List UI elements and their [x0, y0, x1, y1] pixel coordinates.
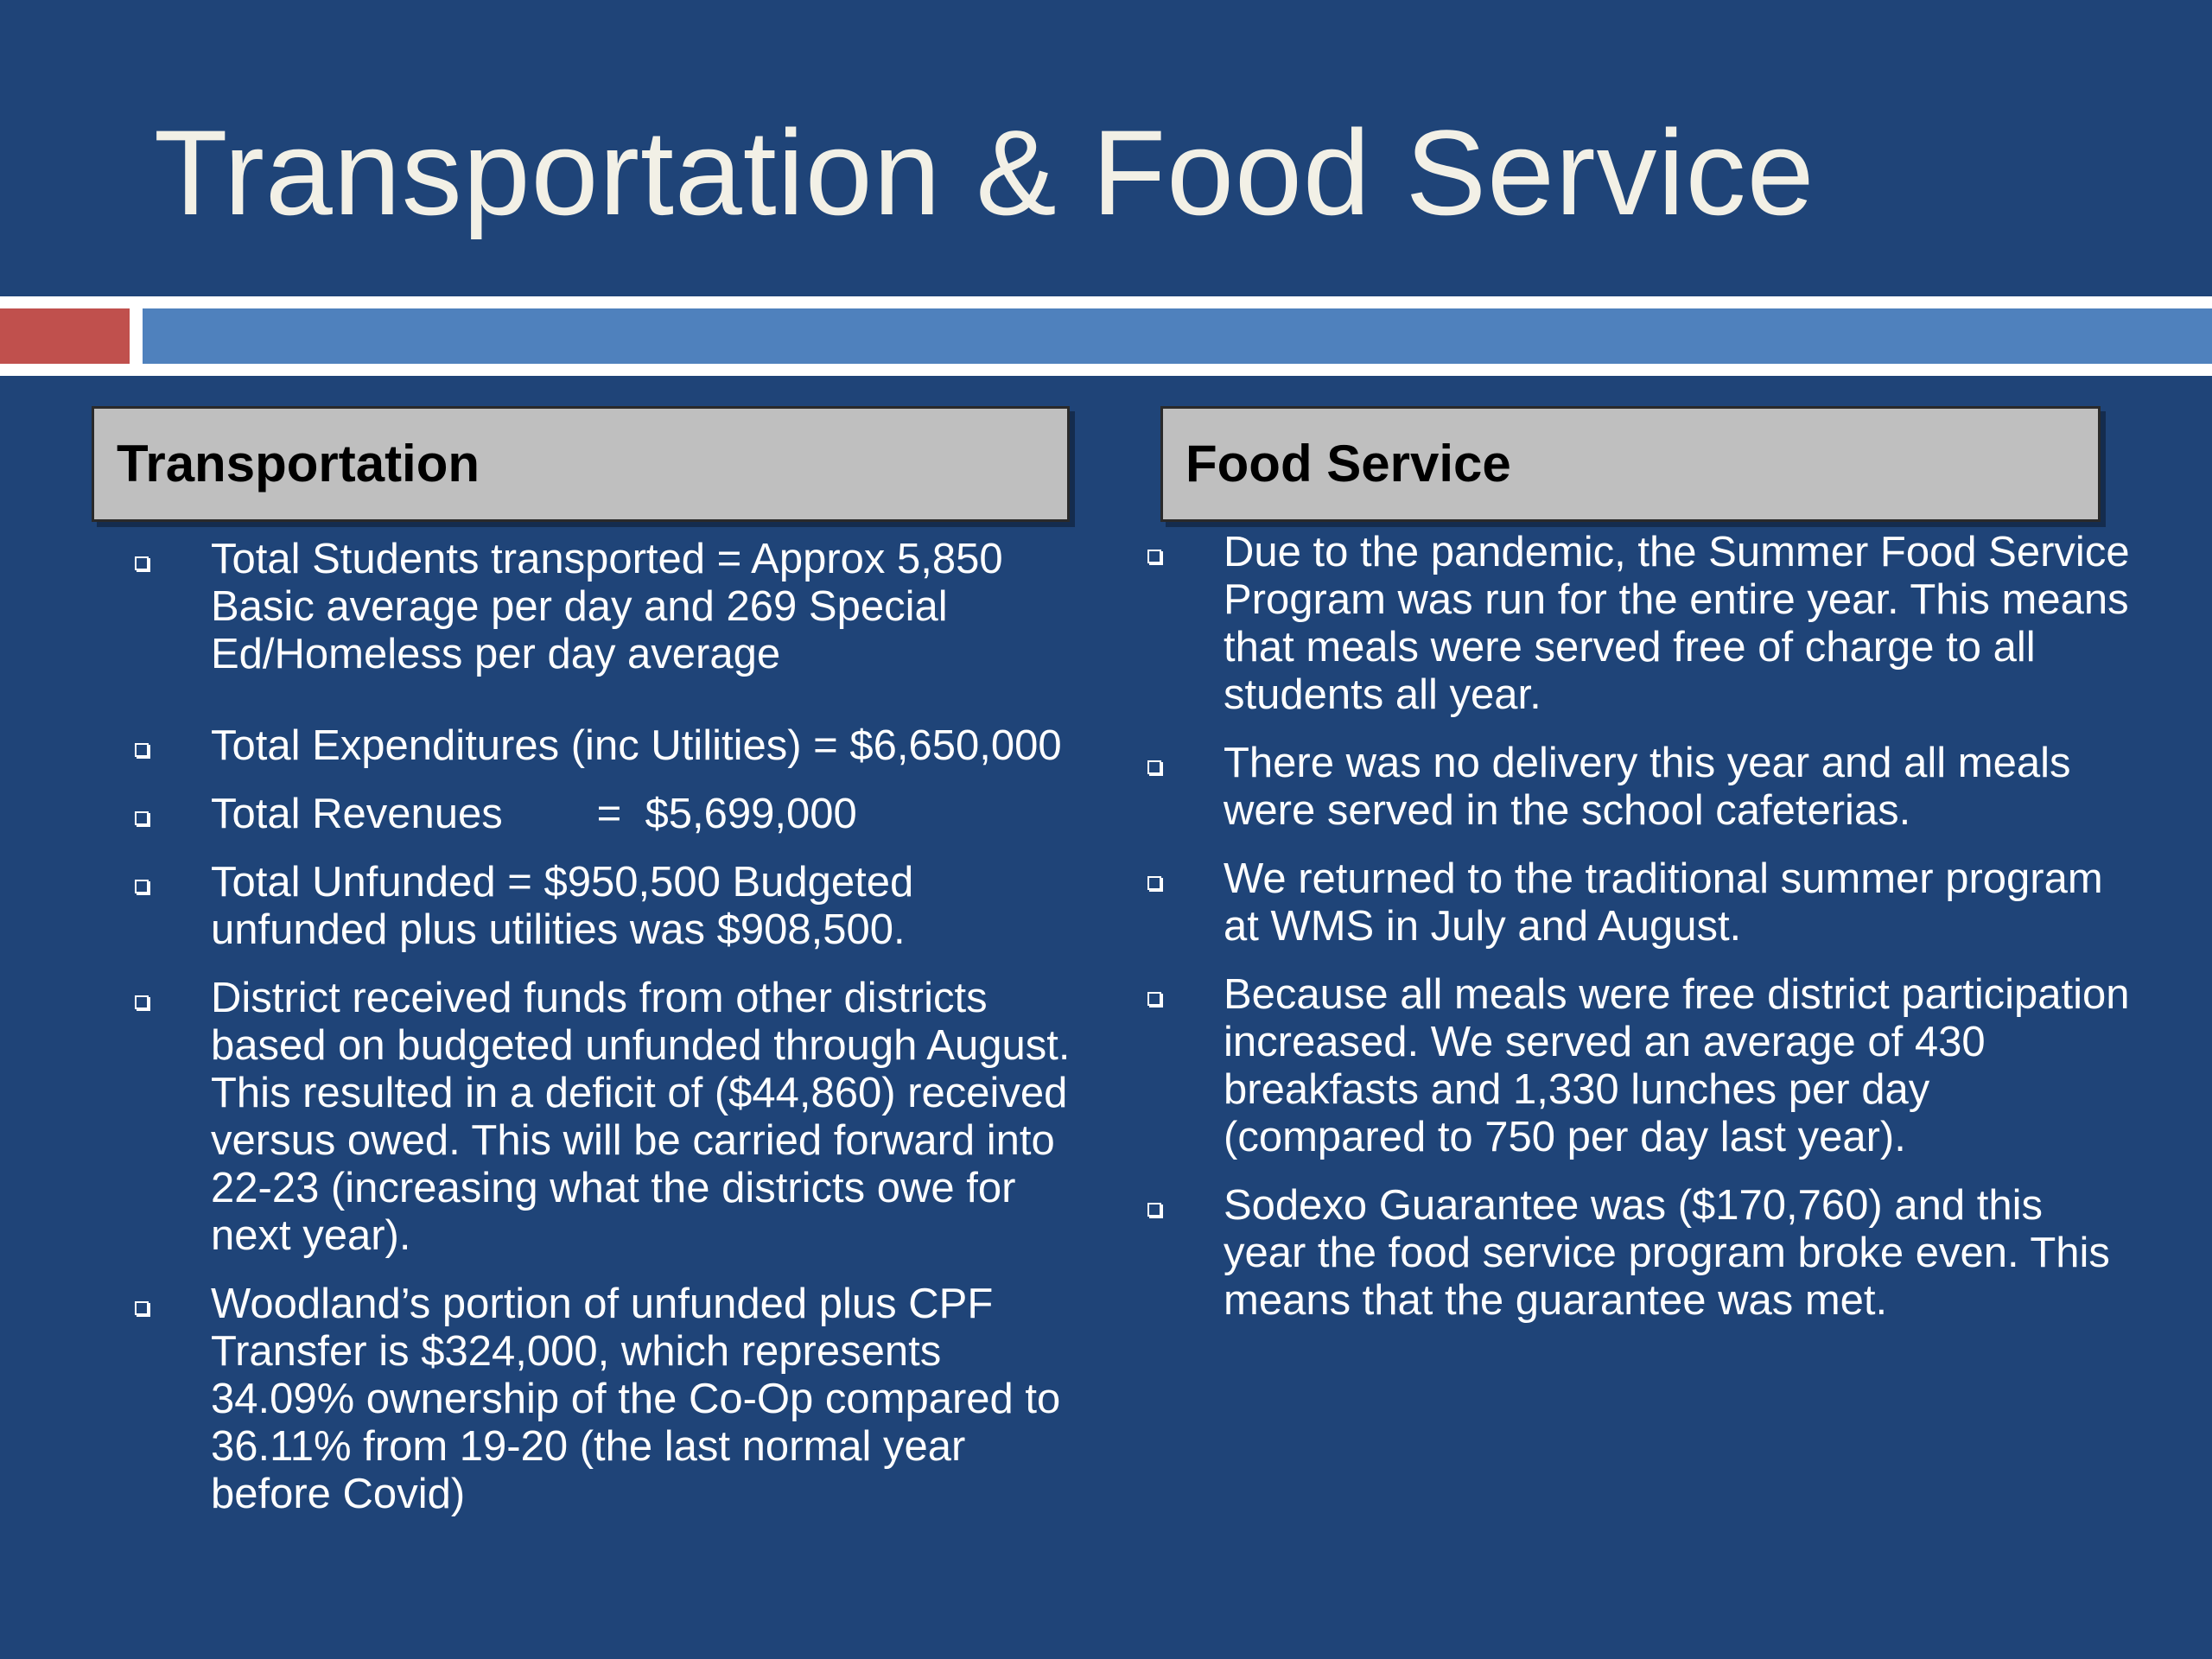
- transportation-header: Transportation: [92, 406, 1070, 522]
- list-item: [1142, 855, 2136, 950]
- list-item: [130, 722, 1080, 770]
- list-item: [1142, 740, 2136, 835]
- food-service-header: Food Service: [1160, 406, 2101, 522]
- list-item-text: Woodland’s portion of unfunded plus CPF Transfer is $324,000, which represents 34.09% ownership of the Co-Op compared to 36.11% from 19-20 (the last normal year before Covid): [211, 1281, 1061, 1517]
- square-bullet-icon: [135, 880, 149, 893]
- square-bullet-icon: [135, 1301, 149, 1315]
- square-bullet-icon: [135, 556, 149, 570]
- list-item: [130, 859, 1080, 954]
- list-item: [130, 975, 1080, 1260]
- square-bullet-icon: [1147, 1203, 1161, 1217]
- divider-red-accent: [0, 308, 130, 364]
- square-bullet-icon: [135, 811, 149, 825]
- square-bullet-icon: [135, 995, 149, 1009]
- square-bullet-icon: [1147, 760, 1161, 774]
- square-bullet-icon: [1147, 992, 1161, 1006]
- slide-title: Transportation & Food Service: [154, 105, 1815, 240]
- list-item: [130, 1281, 1080, 1518]
- list-item-text: Total Students transported = Approx 5,850 Basic average per day and 269 Special Ed/Homeless per day average: [211, 536, 1003, 677]
- list-item: [1142, 1182, 2136, 1325]
- transportation-list: [130, 536, 1080, 1518]
- list-item-text: Total Unfunded = $950,500 Budgeted unfunded plus utilities was $908,500.: [211, 859, 914, 953]
- list-item-text: Due to the pandemic, the Summer Food Service Program was run for the entire year. This means that meals were served free of charge to all students all year.: [1224, 529, 2130, 718]
- list-item: [1142, 971, 2136, 1161]
- list-item-text: We returned to the traditional summer program at WMS in July and August.: [1224, 855, 2103, 950]
- list-item: [130, 536, 1080, 678]
- list-item-text: Sodexo Guarantee was ($170,760) and this year the food service program broke even. This means that the guarantee was met.: [1224, 1182, 2110, 1324]
- square-bullet-icon: [135, 743, 149, 757]
- square-bullet-icon: [1147, 550, 1161, 563]
- list-item-text: Total Revenues = $5,699,000: [211, 791, 857, 837]
- list-item: [130, 791, 1080, 838]
- list-item: [1142, 529, 2136, 719]
- list-item-text: Total Expenditures (inc Utilities) = $6,650,000: [211, 722, 1062, 769]
- food-service-list: [1142, 529, 2136, 1325]
- divider-blue-bar: [143, 308, 2212, 364]
- square-bullet-icon: [1147, 876, 1161, 890]
- list-item-text: Because all meals were free district participation increased. We served an average of 430 breakfasts and 1,330 lunches per day (compared to 750 per day last year).: [1224, 971, 2130, 1160]
- list-item-text: District received funds from other districts based on budgeted unfunded through August. This resulted in a deficit of ($44,860) received versus owed. This will be carried forward into 22-23 (increasing what the districts owe for next year).: [211, 975, 1071, 1259]
- list-item-text: There was no delivery this year and all meals were served in the school cafeterias.: [1224, 740, 2071, 834]
